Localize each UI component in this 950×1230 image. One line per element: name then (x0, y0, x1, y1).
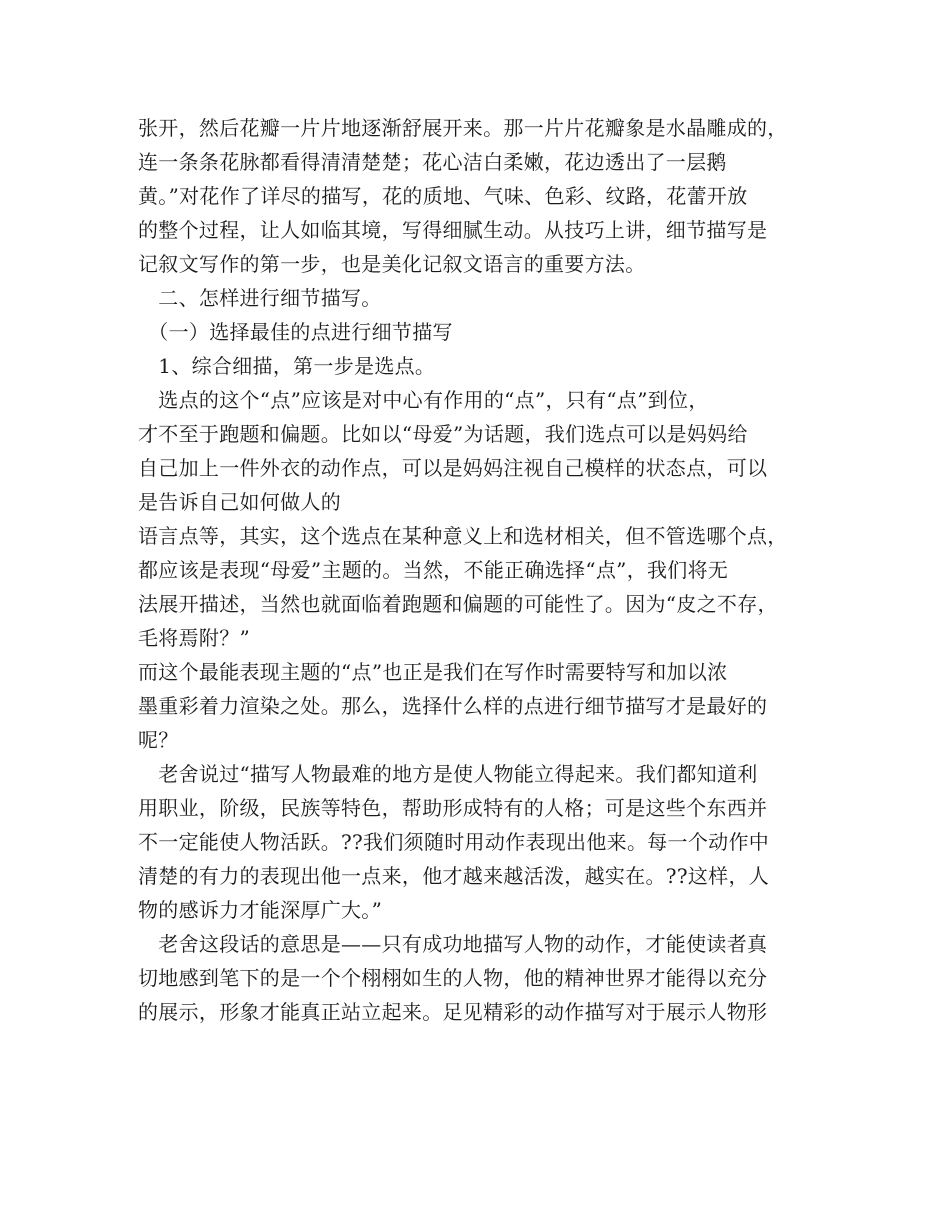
text-line: 切地感到笔下的是一个个栩栩如生的人物，他的精神世界才能得以充分 (138, 966, 768, 990)
text-line: 是告诉自己如何做人的 (138, 490, 341, 514)
text-line: 都应该是表现“母爱”主题的。当然，不能正确选择“点”，我们将无 (138, 558, 729, 582)
text-line: 老舍说过“描写人物最难的地方是使人物能立得起来。我们都知道利 (138, 762, 758, 786)
text-line: 清楚的有力的表现出他一点来，他才越来越活泼，越实在。??这样，人 (138, 864, 770, 888)
text-line: 的展示，形象才能真正站立起来。足见精彩的动作描写对于展示人物形 (138, 1000, 768, 1024)
text-line: 连一条条花脉都看得清清楚楚；花心洁白柔嫩，花边透出了一层鹅 (138, 150, 727, 174)
text-line: 张开，然后花瓣一片片地逐渐舒展开来。那一片片花瓣象是水晶雕成的， (138, 116, 788, 140)
text-line: 的整个过程，让人如临其境，写得细腻生动。从技巧上讲，细节描写是 (138, 218, 768, 242)
text-line: 墨重彩着力渲染之处。那么，选择什么样的点进行细节描写才是最好的 (138, 694, 768, 718)
text-line: 毛将焉附？” (138, 626, 251, 650)
text-line: 呢？ (138, 728, 179, 752)
text-line: 老舍这段话的意思是——只有成功地描写人物的动作，才能使读者真 (138, 932, 768, 956)
subsection-heading: （一）选择最佳的点进行细节描写 (138, 320, 453, 344)
text-line: 自己加上一件外衣的动作点，可以是妈妈注视自己模样的状态点，可以 (138, 456, 768, 480)
text-line: 黄。”对花作了详尽的描写，花的质地、气味、色彩、纹路，花蕾开放 (138, 184, 748, 208)
section-heading: 二、怎样进行细节描写。 (138, 286, 382, 310)
text-line: 不一定能使人物活跃。??我们须随时用动作表现出他来。每一个动作中 (138, 830, 770, 854)
text-line: 用职业，阶级，民族等特色，帮助形成特有的人格；可是这些个东西并 (138, 796, 768, 820)
text-line: 法展开描述，当然也就面临着跑题和偏题的可能性了。因为“皮之不存， (138, 592, 778, 616)
text-line: 选点的这个“点”应该是对中心有作用的“点”，只有“点”到位， (138, 388, 709, 412)
text-line: 而这个最能表现主题的“点”也正是我们在写作时需要特写和加以浓 (138, 660, 728, 684)
text-line: 才不至于跑题和偏题。比如以“母爱”为话题，我们选点可以是妈妈给 (138, 422, 748, 446)
text-line: 记叙文写作的第一步，也是美化记叙文语言的重要方法。 (138, 252, 646, 276)
numbered-item: 1、综合细描，第一步是选点。 (138, 354, 436, 378)
text-line: 物的感诉力才能深厚广大。” (138, 898, 383, 922)
text-line: 语言点等，其实，这个选点在某种意义上和选材相关，但不管选哪个点， (138, 524, 788, 548)
